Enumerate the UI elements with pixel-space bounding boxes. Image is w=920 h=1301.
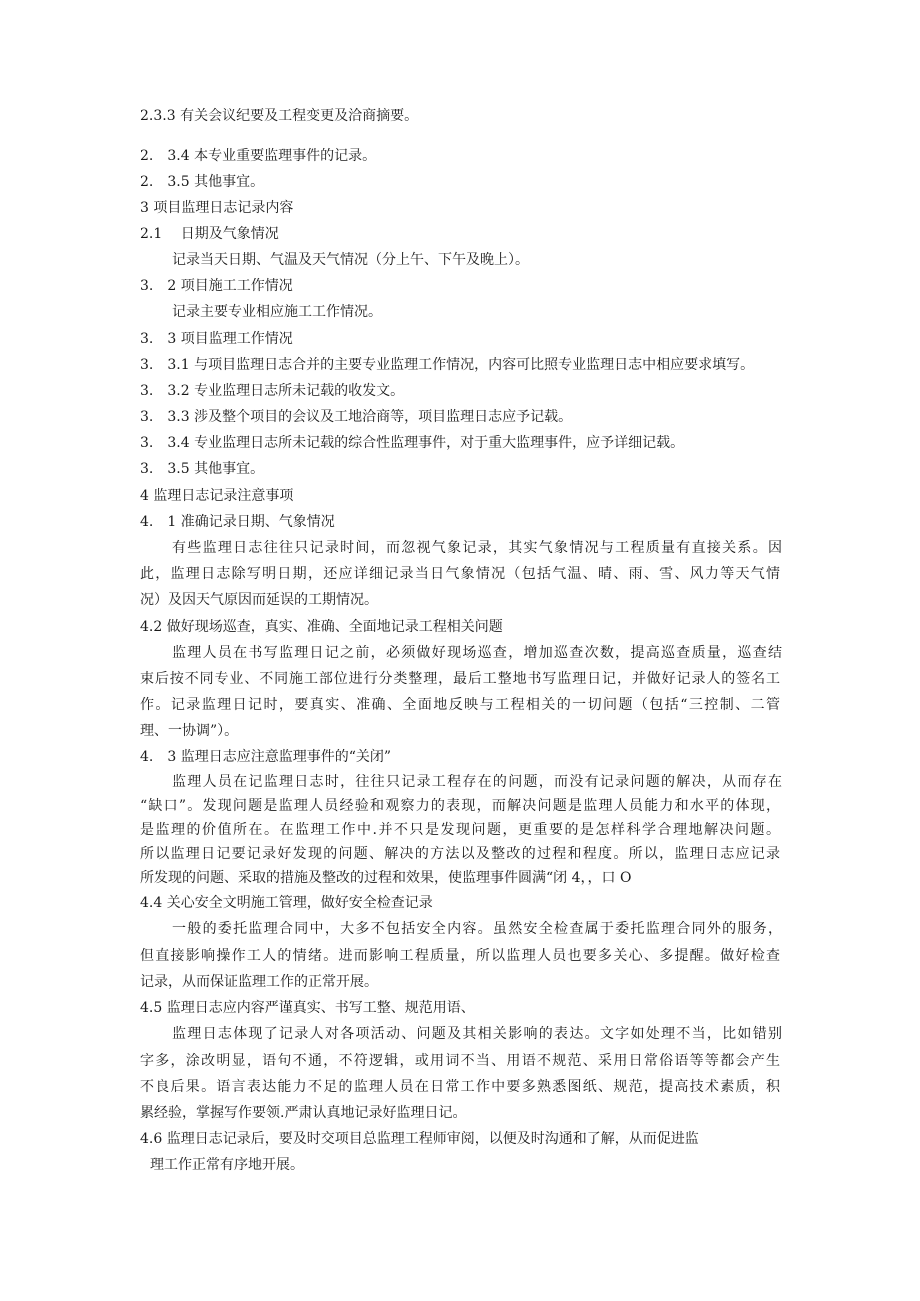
section-3-3-3: 3. 3.3 涉及整个项目的会议及工地洽商等，项目监理日志应予记载。 bbox=[140, 409, 573, 425]
section-3-2: 3. 2 项目施工工作情况 bbox=[140, 278, 293, 294]
paragraph-text: 记录当天日期、气温及天气情况（分上午、下午及晚上）。 bbox=[172, 252, 529, 268]
heading-4: 4 监理日志记录注意事项 bbox=[140, 488, 294, 504]
section-2-1: 2.1 日期及气象情况 bbox=[140, 226, 279, 242]
paragraph-text: “缺口”。发现问题是监理人员经验和观察力的表现，而解决问题是监理人员能力和水平的体现， bbox=[140, 798, 780, 814]
paragraph-text: 作。记录监理日记时，要真实、准确、全面地反映与工程相关的一切问题（包括“三控制、二管 bbox=[140, 697, 780, 713]
paragraph-text: 字多，涂改明显，语句不通，不符逻辑，或用词不当、用语不规范、采用日常俗语等等都会产生 bbox=[140, 1053, 780, 1069]
section-4-1: 4. 1 准确记录日期、气象情况 bbox=[140, 514, 335, 530]
paragraph-text: 累经验，掌握写作要领.严肃认真地记录好监理日记。 bbox=[140, 1105, 467, 1121]
section-2-3-4: 2. 3.4 本专业重要监理事件的记录。 bbox=[140, 148, 377, 164]
paragraph-text: 况）及因天气原因而延误的工期情况。 bbox=[140, 592, 378, 608]
section-3-3-2: 3. 3.2 专业监理日志所未记载的收发文。 bbox=[140, 383, 405, 399]
paragraph-text: 理、一协调”）。 bbox=[140, 723, 239, 739]
section-3-3-1: 3. 3.1 与项目监理日志合并的主要专业监理工作情况，内容可比照专业监理日志中相应要求填写。 bbox=[140, 357, 755, 373]
paragraph-text: 不良后果。语言表达能力不足的监理人员在日常工作中要多熟悉图纸、规范，提高技术素质，积 bbox=[140, 1079, 780, 1095]
section-4-3: 4. 3 监理日志应注意监理事件的“关闭” bbox=[140, 749, 392, 765]
paragraph-text: 束后按不同专业、不同施工部位进行分类整理，最后工整地书写监理日记，并做好记录人的签名工 bbox=[140, 671, 780, 687]
paragraph-text: 但直接影响操作工人的情绪。进而影响工程质量，所以监理人员也要多关心、多提醒。做好检查 bbox=[140, 948, 780, 964]
paragraph-text: 记录，从而保证监理工作的正常开展。 bbox=[140, 974, 378, 990]
section-4-4: 4.4 关心安全文明施工管理，做好安全检查记录 bbox=[140, 895, 433, 911]
paragraph-text: 记录主要专业相应施工工作情况。 bbox=[172, 304, 382, 320]
section-3-3: 3. 3 项目监理工作情况 bbox=[140, 331, 293, 347]
paragraph-text: 是监理的价值所在。在监理工作中.并不只是发现问题，更重要的是怎样科学合理地解决问题。 bbox=[140, 822, 780, 838]
paragraph-text: 监理日志体现了记录人对各项活动、问题及其相关影响的表达。文字如处理不当，比如错别 bbox=[172, 1026, 782, 1042]
section-2-3-5: 2. 3.5 其他事宜。 bbox=[140, 174, 265, 190]
section-4-5: 4.5 监理日志应内容严谨真实、书写工整、规范用语、 bbox=[140, 1000, 475, 1016]
paragraph-text: 所发现的问题、采取的措施及整改的过程和效果，使监理事件圆满“闭 4，，口 O bbox=[140, 870, 632, 886]
section-4-6: 4.6 监理日志记录后，要及时交项目总监理工程师审阅，以便及时沟通和了解，从而促进监 bbox=[140, 1131, 699, 1147]
paragraph-text: 一般的委托监理合同中，大多不包括安全内容。虽然安全检查属于委托监理合同外的服务， bbox=[172, 921, 782, 937]
paragraph-text: 有些监理日志往往只记录时间，而忽视气象记录，其实气象情况与工程质量有直接关系。因 bbox=[172, 540, 782, 556]
section-2-3-3: 2.3.3 有关会议纪要及工程变更及洽商摘要。 bbox=[140, 108, 419, 124]
section-3-3-5: 3. 3.5 其他事宜。 bbox=[140, 461, 265, 477]
paragraph-text: 理工作正常有序地开展。 bbox=[150, 1157, 304, 1173]
paragraph-text: 监理人员在书写监理日记之前，必须做好现场巡查，增加巡查次数，提高巡查质量，巡查结 bbox=[172, 645, 782, 661]
heading-3: 3 项目监理日志记录内容 bbox=[140, 200, 294, 216]
paragraph-text: 此，监理日志除写明日期，还应详细记录当日气象情况（包括气温、晴、雨、雪、风力等天气情 bbox=[140, 566, 780, 582]
paragraph-text: 所以监理日记要记录好发现的问题、解决的方法以及整改的过程和程度。所以，监理日志应记录 bbox=[140, 846, 780, 862]
section-3-3-4: 3. 3.4 专业监理日志所未记载的综合性监理事件，对于重大监理事件，应予详细记载。 bbox=[140, 435, 685, 451]
paragraph-text: 监理人员在记监理日志时，往往只记录工程存在的问题，而没有记录问题的解决，从而存在 bbox=[172, 774, 782, 790]
section-4-2: 4.2 做好现场巡查，真实、准确、全面地记录工程相关问题 bbox=[140, 619, 503, 635]
